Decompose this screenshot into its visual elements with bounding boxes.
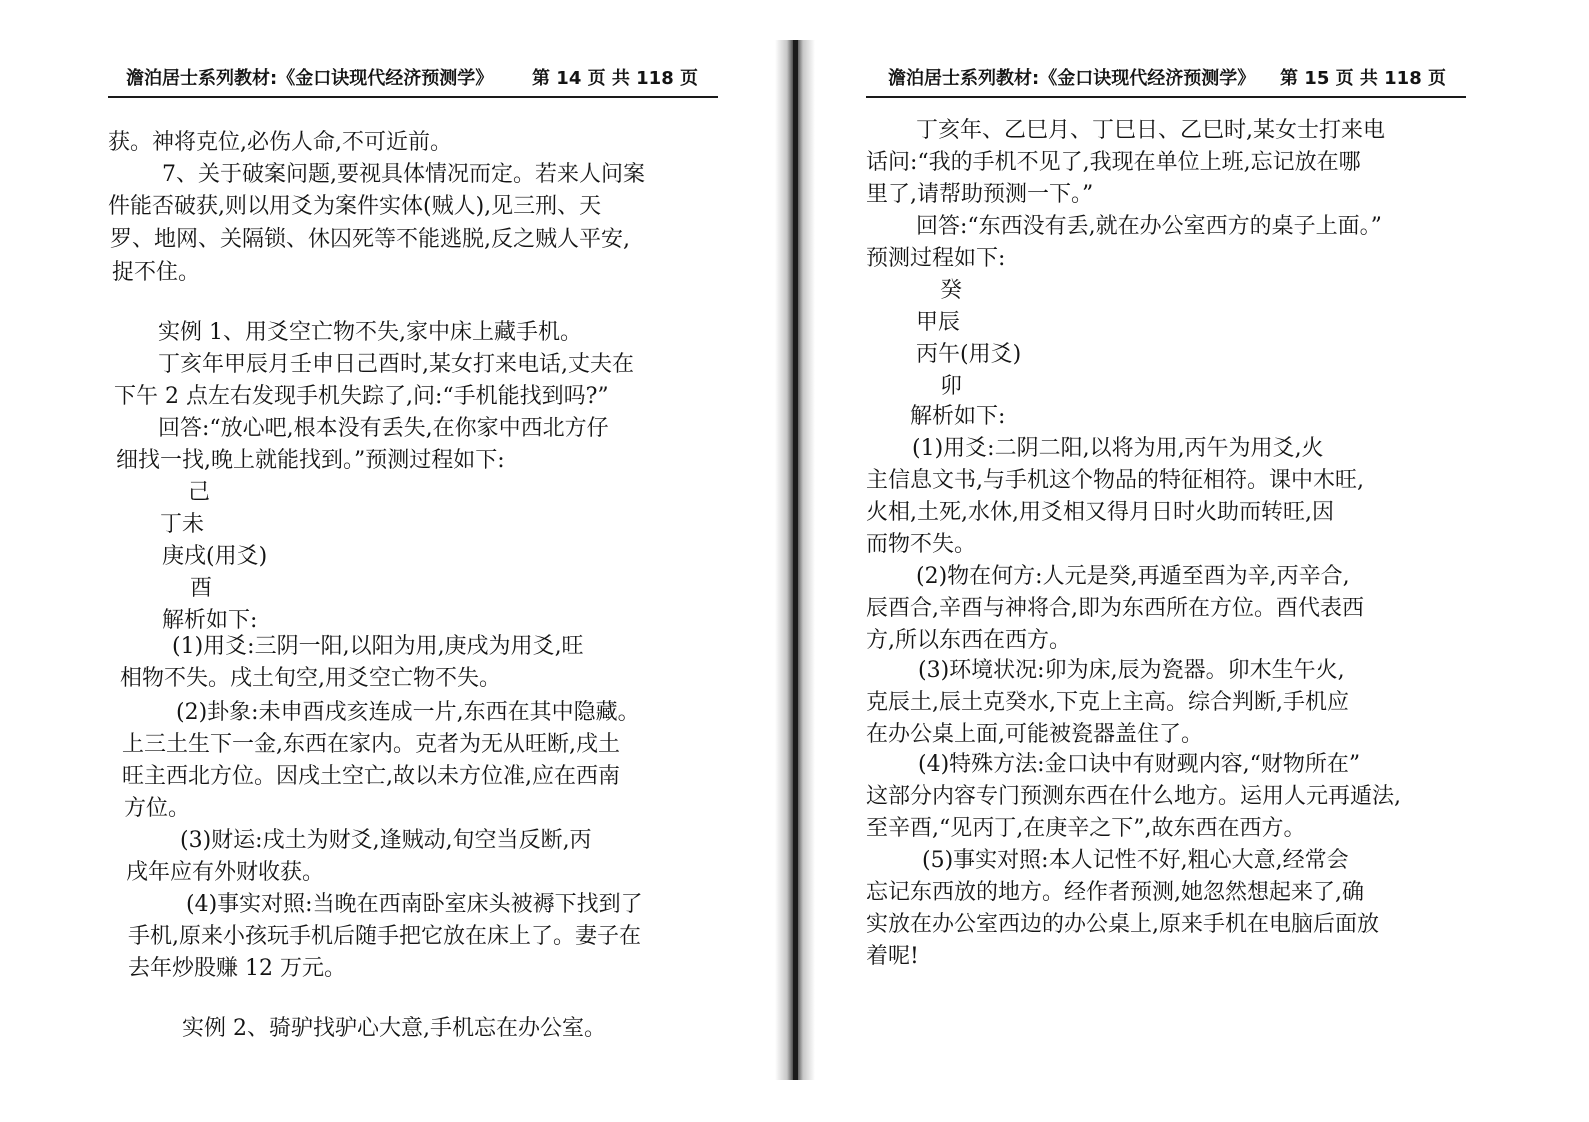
right-line: 预测过程如下: [866, 246, 1006, 271]
right-line: 而物不失。 [866, 532, 977, 557]
left-line: (3)财运:戌土为财爻,逢贼动,旬空当反断,丙 [180, 828, 592, 853]
left-line: (4)事实对照:当晚在西南卧室床头被褥下找到了 [186, 892, 643, 917]
right-line: 话问:“我的手机不见了,我现在单位上班,忘记放在哪 [866, 150, 1361, 175]
left-line: (2)卦象:未申酉戌亥连成一片,东西在其中隐藏。 [176, 700, 640, 725]
right-line: 辰酉合,辛酉与神将合,即为东西所在方位。酉代表西 [866, 596, 1364, 621]
left-line: 实例 2、骑驴找驴心大意,手机忘在办公室。 [182, 1016, 606, 1041]
left-line: 丁亥年甲辰月壬申日己酉时,某女打来电话,丈夫在 [158, 352, 634, 377]
left-line: 酉 [190, 576, 213, 601]
right-header-title: 澹泊居士系列教材:《金口诀现代经济预测学》 [888, 68, 1256, 89]
right-line: 实放在办公室西边的办公桌上,原来手机在电脑后面放 [866, 912, 1379, 937]
right-line: 克辰土,辰土克癸水,下克上主高。综合判断,手机应 [866, 690, 1349, 715]
left-page [108, 0, 718, 1122]
right-line: 甲辰 [916, 310, 961, 335]
right-line: 在办公桌上面,可能被瓷器盖住了。 [866, 722, 1203, 747]
right-line: 至辛酉,“见丙丁,在庚辛之下”,故东西在西方。 [866, 816, 1306, 841]
right-line: 丁亥年、乙巳月、丁巳日、乙巳时,某女士打来电 [916, 118, 1385, 143]
book-spine [793, 40, 798, 1080]
left-line: (1)用爻:三阴一阳,以阳为用,庚戌为用爻,旺 [172, 634, 584, 659]
right-page-header [866, 58, 1466, 98]
left-line: 获。神将克位,必伤人命,不可近前。 [108, 130, 452, 155]
left-line: 旺主西北方位。因戌土空亡,故以未方位准,应在西南 [122, 764, 620, 789]
right-line: (3)环境状况:卯为床,辰为瓷器。卯木生午火, [918, 658, 1345, 683]
right-page-number: 第 15 页 共 118 页 [1280, 68, 1446, 89]
left-header-title: 澹泊居士系列教材:《金口诀现代经济预测学》 [126, 68, 494, 89]
right-line: 解析如下: [910, 404, 1006, 429]
left-line: 捉不住。 [112, 260, 201, 285]
left-line: 罗、地网、关隔锁、休囚死等不能逃脱,反之贼人平安, [110, 227, 630, 252]
left-line: 相物不失。戌土旬空,用爻空亡物不失。 [120, 666, 501, 691]
left-line: 下午 2 点左右发现手机失踪了,问:“手机能找到吗?” [114, 384, 609, 409]
right-line: 方,所以东西在西方。 [866, 628, 1071, 653]
right-line: 癸 [940, 278, 963, 303]
left-line: 实例 1、用爻空亡物不失,家中床上藏手机。 [158, 320, 582, 345]
right-line: 主信息文书,与手机这个物品的特征相符。课中木旺, [866, 468, 1364, 493]
right-line: (1)用爻:二阴二阳,以将为用,丙午为用爻,火 [912, 436, 1324, 461]
right-line: (4)特殊方法:金口诀中有财觋内容,“财物所在” [918, 752, 1361, 777]
left-line: 手机,原来小孩玩手机后随手把它放在床上了。妻子在 [128, 924, 641, 949]
left-line: 去年炒股赚 12 万元。 [128, 956, 346, 981]
left-line: 庚戌(用爻) [162, 544, 268, 569]
right-line: 里了,请帮助预测一下。” [866, 182, 1094, 207]
left-page-header [108, 58, 718, 98]
right-line: 火相,土死,水休,用爻相又得月日时火助而转旺,因 [866, 500, 1334, 525]
left-line: 细找一找,晚上就能找到。”预测过程如下: [116, 448, 505, 473]
right-page [866, 0, 1466, 1122]
right-line: 着呢! [866, 944, 919, 969]
left-line: 己 [188, 480, 211, 505]
right-line: 丙午(用爻) [916, 342, 1022, 367]
left-line: 回答:“放心吧,根本没有丢失,在你家中西北方仔 [158, 416, 609, 441]
left-line: 方位。 [124, 796, 191, 821]
right-line: 卯 [940, 374, 963, 399]
right-line: 这部分内容专门预测东西在什么地方。运用人元再遁法, [866, 784, 1401, 809]
left-line: 7、关于破案问题,要视具体情况而定。若来人问案 [162, 162, 645, 187]
left-line: 丁未 [160, 512, 205, 537]
right-line: 忘记东西放的地方。经作者预测,她忽然想起来了,确 [866, 880, 1364, 905]
right-line: 回答:“东西没有丢,就在办公室西方的桌子上面。” [916, 214, 1382, 239]
left-page-number: 第 14 页 共 118 页 [532, 68, 698, 89]
left-line: 解析如下: [162, 608, 258, 633]
right-line: (5)事实对照:本人记性不好,粗心大意,经常会 [922, 848, 1349, 873]
right-line: (2)物在何方:人元是癸,再遁至酉为辛,丙辛合, [916, 564, 1350, 589]
left-line: 上三土生下一金,东西在家内。克者为无从旺断,戌土 [122, 732, 620, 757]
left-line: 戌年应有外财收获。 [126, 860, 325, 885]
left-line: 件能否破获,则以用爻为案件实体(贼人),见三刑、天 [108, 194, 602, 219]
